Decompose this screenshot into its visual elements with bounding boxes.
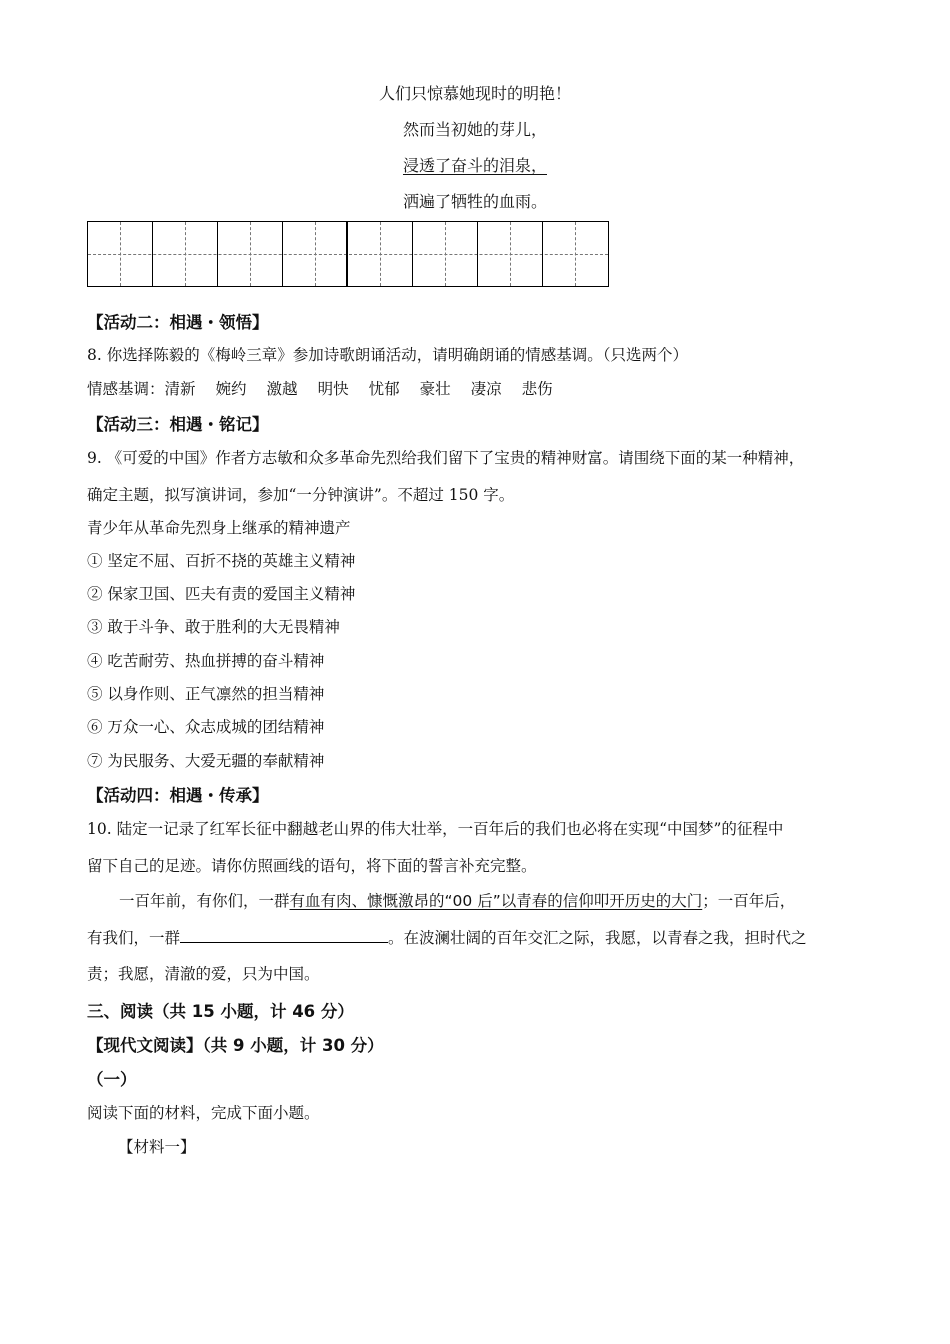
question-10-line-1: 10. 陆定一记录了红军长征中翻越老山界的伟大壮举，一百年后的我们也必将在实现“中国梦”的征程中 xyxy=(87,820,784,838)
spirit-item: ③ 敢于斗争、敢于胜利的大无畏精神 xyxy=(87,618,340,636)
poem-line-3: 浸透了奋斗的泪泉， xyxy=(402,156,547,175)
grid-dash xyxy=(250,222,251,286)
grid-dash xyxy=(120,222,121,286)
activity3-heading: 【活动三：相遇・铭记】 xyxy=(87,415,269,434)
tone-option[interactable]: 清新 xyxy=(164,380,196,398)
spirit-item: ① 坚定不屈、百折不挠的英雄主义精神 xyxy=(87,552,356,570)
question-9-line-2: 确定主题，拟写演讲词，参加“一分钟演讲”。不超过 150 字。 xyxy=(87,486,515,504)
grid-dash xyxy=(575,222,576,286)
spirit-intro: 青少年从革命先烈身上继承的精神遗产 xyxy=(87,519,351,537)
oath-text: ；一百年后， xyxy=(702,892,796,910)
poem-line-1: 人们只惊慕她现时的明艳！ xyxy=(378,84,571,103)
poem-line-2: 然而当初她的芽儿， xyxy=(402,120,547,139)
oath-answer-blank[interactable] xyxy=(180,928,388,943)
spirit-item: ⑤ 以身作则、正气凛然的担当精神 xyxy=(87,685,325,703)
tone-option[interactable]: 明快 xyxy=(317,380,349,398)
tones-label: 情感基调： xyxy=(87,380,165,398)
spirit-item: ② 保家卫国、匹夫有责的爱国主义精神 xyxy=(87,585,356,603)
tone-option[interactable]: 忧郁 xyxy=(368,380,400,398)
spirit-item: ④ 吃苦耐劳、热血拼搏的奋斗精神 xyxy=(87,652,325,670)
grid-dash xyxy=(380,222,381,286)
tone-option[interactable]: 豪壮 xyxy=(419,380,451,398)
spirit-item: ⑥ 万众一心、众志成城的团结精神 xyxy=(87,718,325,736)
part-one-label: （一） xyxy=(87,1070,137,1089)
grid-dash xyxy=(445,222,446,286)
activity2-heading: 【活动二：相遇・领悟】 xyxy=(87,313,269,332)
spirit-item: ⑦ 为民服务、大爱无疆的奉献精神 xyxy=(87,752,325,770)
grid-dash xyxy=(185,222,186,286)
tone-option[interactable]: 悲伤 xyxy=(521,380,553,398)
question-8: 8. 你选择陈毅的《梅岭三章》参加诗歌朗诵活动，请明确朗诵的情感基调。（只选两个） xyxy=(87,346,688,364)
oath-line-3: 责；我愿，清澈的爱，只为中国。 xyxy=(87,965,320,983)
tone-option[interactable]: 凄凉 xyxy=(470,380,502,398)
writing-grid[interactable] xyxy=(87,221,609,287)
reading-instruction: 阅读下面的材料，完成下面小题。 xyxy=(87,1104,320,1122)
question-9-line-1: 9. 《可爱的中国》作者方志敏和众多革命先烈给我们留下了宝贵的精神财富。请围绕下面的某一种精神， xyxy=(87,449,805,467)
material-one-label: 【材料一】 xyxy=(118,1138,196,1156)
tone-option[interactable]: 激越 xyxy=(266,380,298,398)
oath-text: 有我们，一群 xyxy=(87,929,181,947)
question-10-line-2: 留下自己的足迹。请你仿照画线的语句，将下面的誓言补充完整。 xyxy=(87,857,537,875)
section3-heading: 三、阅读（共 15 小题，计 46 分） xyxy=(87,1002,354,1021)
oath-underlined-model: 有血有肉、慷慨激昂的“00 后”以青春的信仰叩开历史的大门 xyxy=(289,892,703,910)
oath-text: 一百年前，有你们，一群 xyxy=(119,892,290,910)
oath-line-2 xyxy=(87,926,807,948)
grid-dash xyxy=(315,222,316,286)
oath-line-1 xyxy=(119,889,795,911)
activity4-heading: 【活动四：相遇・传承】 xyxy=(87,786,269,805)
section3-subheading: 【现代文阅读】（共 9 小题，计 30 分） xyxy=(87,1036,384,1055)
tone-options xyxy=(87,377,573,399)
tone-option[interactable]: 婉约 xyxy=(215,380,247,398)
poem-line-4: 洒遍了牺牲的血雨。 xyxy=(402,192,547,211)
oath-text: 。在波澜壮阔的百年交汇之际，我愿，以青春之我，担时代之 xyxy=(388,929,807,947)
grid-dash xyxy=(510,222,511,286)
